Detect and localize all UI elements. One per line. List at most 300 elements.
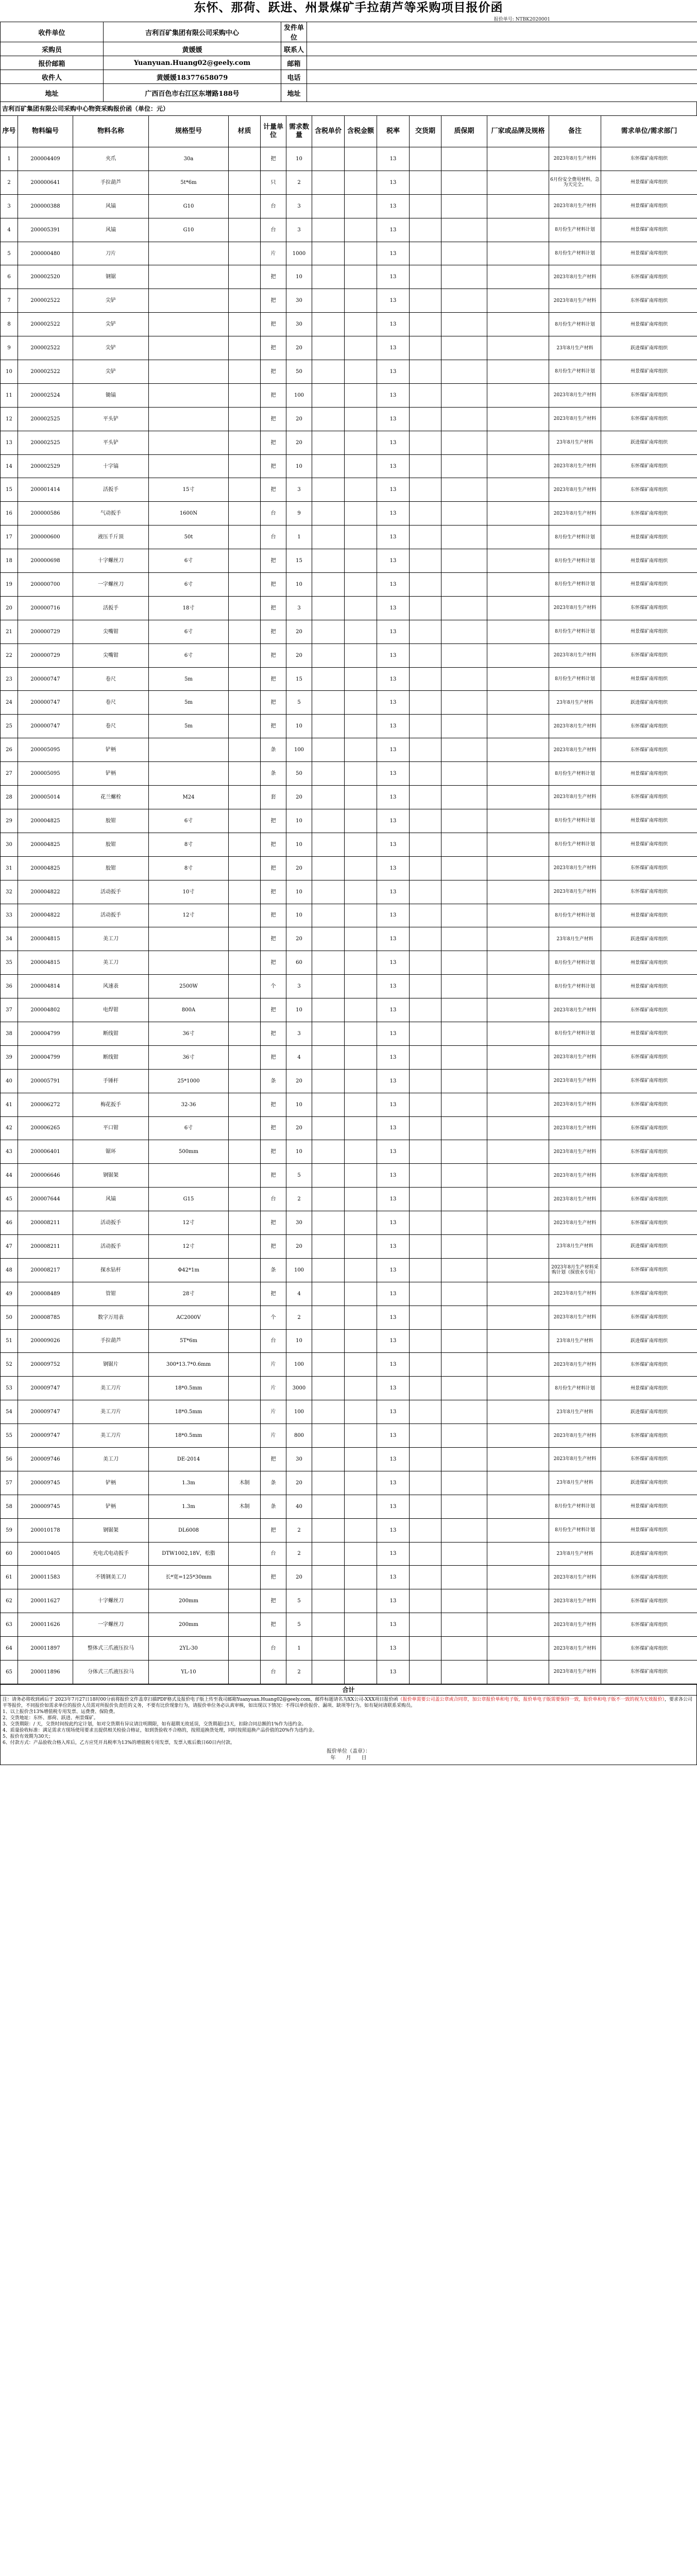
col-amount-cell[interactable]	[345, 1069, 377, 1093]
col-brand-cell[interactable]	[487, 833, 549, 856]
col-warranty-cell[interactable]	[441, 904, 487, 927]
col-warranty-cell[interactable]	[441, 1447, 487, 1471]
col-unit-price-cell[interactable]	[312, 715, 345, 738]
col-amount-cell[interactable]	[345, 809, 377, 833]
col-unit-price-cell[interactable]	[312, 171, 345, 194]
col-delivery-cell[interactable]	[410, 1542, 441, 1566]
col-amount-cell[interactable]	[345, 1116, 377, 1140]
col-amount-cell[interactable]	[345, 620, 377, 643]
col-amount-cell[interactable]	[345, 596, 377, 620]
col-amount-cell[interactable]	[345, 786, 377, 809]
col-brand-cell[interactable]	[487, 1306, 549, 1329]
col-brand-cell[interactable]	[487, 1234, 549, 1258]
col-unit-price-cell[interactable]	[312, 620, 345, 643]
col-amount-cell[interactable]	[345, 478, 377, 502]
col-unit-price-cell[interactable]	[312, 1258, 345, 1282]
col-warranty-cell[interactable]	[441, 147, 487, 171]
col-brand-cell[interactable]	[487, 975, 549, 998]
col-amount-cell[interactable]	[345, 194, 377, 218]
col-warranty-cell[interactable]	[441, 1211, 487, 1235]
col-brand-cell[interactable]	[487, 1400, 549, 1424]
col-brand-cell[interactable]	[487, 738, 549, 762]
col-warranty-cell[interactable]	[441, 1400, 487, 1424]
col-delivery-cell[interactable]	[410, 691, 441, 715]
col-delivery-cell[interactable]	[410, 1329, 441, 1353]
col-warranty-cell[interactable]	[441, 1140, 487, 1164]
mail-value[interactable]	[307, 56, 697, 70]
col-delivery-cell[interactable]	[410, 1211, 441, 1235]
col-amount-cell[interactable]	[345, 147, 377, 171]
col-warranty-cell[interactable]	[441, 573, 487, 597]
col-delivery-cell[interactable]	[410, 1022, 441, 1045]
col-delivery-cell[interactable]	[410, 1518, 441, 1542]
col-unit-price-cell[interactable]	[312, 975, 345, 998]
col-brand-cell[interactable]	[487, 1660, 549, 1684]
col-brand-cell[interactable]	[487, 998, 549, 1022]
col-unit-price-cell[interactable]	[312, 478, 345, 502]
col-delivery-cell[interactable]	[410, 1045, 441, 1069]
col-delivery-cell[interactable]	[410, 1637, 441, 1660]
col-amount-cell[interactable]	[345, 975, 377, 998]
col-warranty-cell[interactable]	[441, 1306, 487, 1329]
col-unit-price-cell[interactable]	[312, 407, 345, 431]
col-brand-cell[interactable]	[487, 1424, 549, 1448]
col-unit-price-cell[interactable]	[312, 1518, 345, 1542]
col-delivery-cell[interactable]	[410, 1164, 441, 1188]
col-unit-price-cell[interactable]	[312, 643, 345, 667]
col-unit-price-cell[interactable]	[312, 1613, 345, 1637]
col-amount-cell[interactable]	[345, 1566, 377, 1589]
col-brand-cell[interactable]	[487, 1447, 549, 1471]
col-unit-price-cell[interactable]	[312, 809, 345, 833]
col-warranty-cell[interactable]	[441, 336, 487, 360]
col-delivery-cell[interactable]	[410, 502, 441, 526]
col-amount-cell[interactable]	[345, 1377, 377, 1400]
col-brand-cell[interactable]	[487, 383, 549, 407]
col-unit-price-cell[interactable]	[312, 998, 345, 1022]
col-warranty-cell[interactable]	[441, 1471, 487, 1495]
col-delivery-cell[interactable]	[410, 1069, 441, 1093]
col-unit-price-cell[interactable]	[312, 1069, 345, 1093]
col-delivery-cell[interactable]	[410, 1589, 441, 1613]
phone-value[interactable]	[307, 70, 697, 84]
col-unit-price-cell[interactable]	[312, 1093, 345, 1116]
col-warranty-cell[interactable]	[441, 1353, 487, 1377]
col-amount-cell[interactable]	[345, 1447, 377, 1471]
col-brand-cell[interactable]	[487, 336, 549, 360]
col-unit-price-cell[interactable]	[312, 1022, 345, 1045]
col-amount-cell[interactable]	[345, 289, 377, 313]
col-warranty-cell[interactable]	[441, 383, 487, 407]
col-amount-cell[interactable]	[345, 1234, 377, 1258]
col-brand-cell[interactable]	[487, 786, 549, 809]
col-warranty-cell[interactable]	[441, 975, 487, 998]
col-amount-cell[interactable]	[345, 998, 377, 1022]
col-delivery-cell[interactable]	[410, 289, 441, 313]
col-warranty-cell[interactable]	[441, 762, 487, 786]
col-warranty-cell[interactable]	[441, 1282, 487, 1306]
col-brand-cell[interactable]	[487, 1258, 549, 1282]
col-brand-cell[interactable]	[487, 1613, 549, 1637]
col-warranty-cell[interactable]	[441, 1234, 487, 1258]
col-unit-price-cell[interactable]	[312, 1637, 345, 1660]
col-warranty-cell[interactable]	[441, 194, 487, 218]
col-unit-price-cell[interactable]	[312, 951, 345, 975]
col-amount-cell[interactable]	[345, 1282, 377, 1306]
col-delivery-cell[interactable]	[410, 478, 441, 502]
col-warranty-cell[interactable]	[441, 833, 487, 856]
col-delivery-cell[interactable]	[410, 1306, 441, 1329]
col-delivery-cell[interactable]	[410, 1495, 441, 1518]
col-warranty-cell[interactable]	[441, 265, 487, 289]
col-brand-cell[interactable]	[487, 1377, 549, 1400]
col-brand-cell[interactable]	[487, 880, 549, 904]
col-unit-price-cell[interactable]	[312, 313, 345, 336]
col-delivery-cell[interactable]	[410, 667, 441, 691]
col-amount-cell[interactable]	[345, 218, 377, 242]
col-delivery-cell[interactable]	[410, 715, 441, 738]
col-warranty-cell[interactable]	[441, 667, 487, 691]
col-amount-cell[interactable]	[345, 1211, 377, 1235]
col-unit-price-cell[interactable]	[312, 904, 345, 927]
col-unit-price-cell[interactable]	[312, 1045, 345, 1069]
col-brand-cell[interactable]	[487, 242, 549, 265]
col-amount-cell[interactable]	[345, 265, 377, 289]
col-brand-cell[interactable]	[487, 762, 549, 786]
col-warranty-cell[interactable]	[441, 1258, 487, 1282]
col-unit-price-cell[interactable]	[312, 1424, 345, 1448]
col-brand-cell[interactable]	[487, 1495, 549, 1518]
col-delivery-cell[interactable]	[410, 573, 441, 597]
col-unit-price-cell[interactable]	[312, 596, 345, 620]
col-brand-cell[interactable]	[487, 1045, 549, 1069]
col-amount-cell[interactable]	[345, 904, 377, 927]
col-brand-cell[interactable]	[487, 951, 549, 975]
send-unit-value[interactable]	[307, 22, 697, 42]
col-delivery-cell[interactable]	[410, 786, 441, 809]
col-brand-cell[interactable]	[487, 596, 549, 620]
col-delivery-cell[interactable]	[410, 407, 441, 431]
col-unit-price-cell[interactable]	[312, 927, 345, 951]
col-amount-cell[interactable]	[345, 1518, 377, 1542]
col-delivery-cell[interactable]	[410, 265, 441, 289]
col-brand-cell[interactable]	[487, 218, 549, 242]
col-amount-cell[interactable]	[345, 1353, 377, 1377]
col-amount-cell[interactable]	[345, 762, 377, 786]
col-brand-cell[interactable]	[487, 431, 549, 454]
col-amount-cell[interactable]	[345, 1542, 377, 1566]
col-warranty-cell[interactable]	[441, 738, 487, 762]
col-warranty-cell[interactable]	[441, 715, 487, 738]
col-unit-price-cell[interactable]	[312, 1542, 345, 1566]
col-warranty-cell[interactable]	[441, 1542, 487, 1566]
col-delivery-cell[interactable]	[410, 856, 441, 880]
col-unit-price-cell[interactable]	[312, 856, 345, 880]
col-amount-cell[interactable]	[345, 383, 377, 407]
email-value[interactable]: Yuanyuan.Huang02@geely.com	[104, 56, 281, 70]
col-amount-cell[interactable]	[345, 691, 377, 715]
col-delivery-cell[interactable]	[410, 1234, 441, 1258]
col-amount-cell[interactable]	[345, 1637, 377, 1660]
col-amount-cell[interactable]	[345, 643, 377, 667]
col-amount-cell[interactable]	[345, 927, 377, 951]
col-warranty-cell[interactable]	[441, 691, 487, 715]
col-brand-cell[interactable]	[487, 549, 549, 573]
col-warranty-cell[interactable]	[441, 856, 487, 880]
col-delivery-cell[interactable]	[410, 998, 441, 1022]
col-warranty-cell[interactable]	[441, 1495, 487, 1518]
col-brand-cell[interactable]	[487, 1022, 549, 1045]
col-unit-price-cell[interactable]	[312, 147, 345, 171]
col-warranty-cell[interactable]	[441, 1164, 487, 1188]
col-brand-cell[interactable]	[487, 360, 549, 384]
col-warranty-cell[interactable]	[441, 927, 487, 951]
col-warranty-cell[interactable]	[441, 1377, 487, 1400]
col-amount-cell[interactable]	[345, 667, 377, 691]
col-amount-cell[interactable]	[345, 1164, 377, 1188]
col-warranty-cell[interactable]	[441, 643, 487, 667]
col-delivery-cell[interactable]	[410, 1447, 441, 1471]
col-unit-price-cell[interactable]	[312, 242, 345, 265]
col-unit-price-cell[interactable]	[312, 1471, 345, 1495]
col-delivery-cell[interactable]	[410, 194, 441, 218]
col-unit-price-cell[interactable]	[312, 573, 345, 597]
col-delivery-cell[interactable]	[410, 549, 441, 573]
col-unit-price-cell[interactable]	[312, 1282, 345, 1306]
col-unit-price-cell[interactable]	[312, 833, 345, 856]
col-warranty-cell[interactable]	[441, 171, 487, 194]
col-unit-price-cell[interactable]	[312, 1660, 345, 1684]
col-unit-price-cell[interactable]	[312, 549, 345, 573]
col-brand-cell[interactable]	[487, 927, 549, 951]
col-brand-cell[interactable]	[487, 289, 549, 313]
col-warranty-cell[interactable]	[441, 620, 487, 643]
col-delivery-cell[interactable]	[410, 643, 441, 667]
col-warranty-cell[interactable]	[441, 454, 487, 478]
col-brand-cell[interactable]	[487, 643, 549, 667]
col-brand-cell[interactable]	[487, 667, 549, 691]
col-amount-cell[interactable]	[345, 1424, 377, 1448]
col-brand-cell[interactable]	[487, 715, 549, 738]
col-delivery-cell[interactable]	[410, 526, 441, 549]
col-warranty-cell[interactable]	[441, 478, 487, 502]
col-amount-cell[interactable]	[345, 951, 377, 975]
col-brand-cell[interactable]	[487, 147, 549, 171]
col-amount-cell[interactable]	[345, 880, 377, 904]
col-amount-cell[interactable]	[345, 1045, 377, 1069]
col-brand-cell[interactable]	[487, 1566, 549, 1589]
col-amount-cell[interactable]	[345, 738, 377, 762]
col-warranty-cell[interactable]	[441, 1022, 487, 1045]
col-delivery-cell[interactable]	[410, 975, 441, 998]
col-delivery-cell[interactable]	[410, 1353, 441, 1377]
col-delivery-cell[interactable]	[410, 1188, 441, 1211]
col-brand-cell[interactable]	[487, 1093, 549, 1116]
col-delivery-cell[interactable]	[410, 596, 441, 620]
col-delivery-cell[interactable]	[410, 1566, 441, 1589]
col-warranty-cell[interactable]	[441, 786, 487, 809]
col-brand-cell[interactable]	[487, 454, 549, 478]
col-brand-cell[interactable]	[487, 407, 549, 431]
col-amount-cell[interactable]	[345, 1258, 377, 1282]
col-delivery-cell[interactable]	[410, 1282, 441, 1306]
col-unit-price-cell[interactable]	[312, 194, 345, 218]
col-brand-cell[interactable]	[487, 1518, 549, 1542]
col-brand-cell[interactable]	[487, 856, 549, 880]
col-brand-cell[interactable]	[487, 502, 549, 526]
addr2-value[interactable]	[307, 84, 697, 102]
col-delivery-cell[interactable]	[410, 833, 441, 856]
col-delivery-cell[interactable]	[410, 1660, 441, 1684]
col-warranty-cell[interactable]	[441, 1093, 487, 1116]
col-unit-price-cell[interactable]	[312, 1566, 345, 1589]
col-delivery-cell[interactable]	[410, 880, 441, 904]
col-amount-cell[interactable]	[345, 313, 377, 336]
col-unit-price-cell[interactable]	[312, 336, 345, 360]
col-delivery-cell[interactable]	[410, 1471, 441, 1495]
col-brand-cell[interactable]	[487, 1329, 549, 1353]
col-delivery-cell[interactable]	[410, 620, 441, 643]
col-amount-cell[interactable]	[345, 242, 377, 265]
col-warranty-cell[interactable]	[441, 549, 487, 573]
col-amount-cell[interactable]	[345, 336, 377, 360]
col-amount-cell[interactable]	[345, 360, 377, 384]
col-amount-cell[interactable]	[345, 1589, 377, 1613]
col-brand-cell[interactable]	[487, 1589, 549, 1613]
col-delivery-cell[interactable]	[410, 454, 441, 478]
col-warranty-cell[interactable]	[441, 1069, 487, 1093]
col-warranty-cell[interactable]	[441, 1589, 487, 1613]
col-amount-cell[interactable]	[345, 454, 377, 478]
col-warranty-cell[interactable]	[441, 880, 487, 904]
col-amount-cell[interactable]	[345, 526, 377, 549]
col-delivery-cell[interactable]	[410, 1116, 441, 1140]
col-brand-cell[interactable]	[487, 1211, 549, 1235]
col-delivery-cell[interactable]	[410, 1377, 441, 1400]
col-warranty-cell[interactable]	[441, 1613, 487, 1637]
col-brand-cell[interactable]	[487, 194, 549, 218]
col-brand-cell[interactable]	[487, 1069, 549, 1093]
col-brand-cell[interactable]	[487, 1637, 549, 1660]
col-brand-cell[interactable]	[487, 1140, 549, 1164]
col-unit-price-cell[interactable]	[312, 265, 345, 289]
contact-value[interactable]	[307, 42, 697, 56]
col-unit-price-cell[interactable]	[312, 880, 345, 904]
col-delivery-cell[interactable]	[410, 762, 441, 786]
col-unit-price-cell[interactable]	[312, 738, 345, 762]
col-warranty-cell[interactable]	[441, 809, 487, 833]
col-unit-price-cell[interactable]	[312, 526, 345, 549]
col-unit-price-cell[interactable]	[312, 383, 345, 407]
col-amount-cell[interactable]	[345, 1188, 377, 1211]
col-unit-price-cell[interactable]	[312, 1140, 345, 1164]
col-amount-cell[interactable]	[345, 1140, 377, 1164]
col-brand-cell[interactable]	[487, 1282, 549, 1306]
col-warranty-cell[interactable]	[441, 1045, 487, 1069]
col-brand-cell[interactable]	[487, 1188, 549, 1211]
col-unit-price-cell[interactable]	[312, 1188, 345, 1211]
col-brand-cell[interactable]	[487, 1471, 549, 1495]
col-unit-price-cell[interactable]	[312, 1329, 345, 1353]
col-amount-cell[interactable]	[345, 1306, 377, 1329]
col-brand-cell[interactable]	[487, 1116, 549, 1140]
col-brand-cell[interactable]	[487, 691, 549, 715]
col-warranty-cell[interactable]	[441, 218, 487, 242]
col-unit-price-cell[interactable]	[312, 786, 345, 809]
col-warranty-cell[interactable]	[441, 998, 487, 1022]
col-warranty-cell[interactable]	[441, 313, 487, 336]
col-amount-cell[interactable]	[345, 171, 377, 194]
col-unit-price-cell[interactable]	[312, 289, 345, 313]
col-amount-cell[interactable]	[345, 1495, 377, 1518]
col-delivery-cell[interactable]	[410, 951, 441, 975]
col-delivery-cell[interactable]	[410, 1258, 441, 1282]
col-warranty-cell[interactable]	[441, 1424, 487, 1448]
col-delivery-cell[interactable]	[410, 1093, 441, 1116]
col-unit-price-cell[interactable]	[312, 1116, 345, 1140]
col-unit-price-cell[interactable]	[312, 1447, 345, 1471]
col-brand-cell[interactable]	[487, 809, 549, 833]
col-unit-price-cell[interactable]	[312, 502, 345, 526]
col-warranty-cell[interactable]	[441, 951, 487, 975]
col-unit-price-cell[interactable]	[312, 431, 345, 454]
col-warranty-cell[interactable]	[441, 1116, 487, 1140]
col-warranty-cell[interactable]	[441, 596, 487, 620]
col-delivery-cell[interactable]	[410, 431, 441, 454]
col-delivery-cell[interactable]	[410, 171, 441, 194]
col-brand-cell[interactable]	[487, 526, 549, 549]
col-delivery-cell[interactable]	[410, 218, 441, 242]
col-warranty-cell[interactable]	[441, 242, 487, 265]
col-delivery-cell[interactable]	[410, 336, 441, 360]
col-unit-price-cell[interactable]	[312, 1234, 345, 1258]
col-amount-cell[interactable]	[345, 502, 377, 526]
col-warranty-cell[interactable]	[441, 1188, 487, 1211]
col-unit-price-cell[interactable]	[312, 360, 345, 384]
col-unit-price-cell[interactable]	[312, 218, 345, 242]
col-warranty-cell[interactable]	[441, 360, 487, 384]
col-delivery-cell[interactable]	[410, 383, 441, 407]
col-delivery-cell[interactable]	[410, 904, 441, 927]
col-amount-cell[interactable]	[345, 1329, 377, 1353]
col-warranty-cell[interactable]	[441, 1566, 487, 1589]
col-unit-price-cell[interactable]	[312, 1589, 345, 1613]
col-delivery-cell[interactable]	[410, 1400, 441, 1424]
col-brand-cell[interactable]	[487, 313, 549, 336]
col-delivery-cell[interactable]	[410, 147, 441, 171]
col-warranty-cell[interactable]	[441, 407, 487, 431]
col-amount-cell[interactable]	[345, 1093, 377, 1116]
col-delivery-cell[interactable]	[410, 242, 441, 265]
col-warranty-cell[interactable]	[441, 289, 487, 313]
col-warranty-cell[interactable]	[441, 1518, 487, 1542]
col-brand-cell[interactable]	[487, 171, 549, 194]
col-delivery-cell[interactable]	[410, 809, 441, 833]
col-amount-cell[interactable]	[345, 1660, 377, 1684]
col-delivery-cell[interactable]	[410, 1613, 441, 1637]
col-amount-cell[interactable]	[345, 856, 377, 880]
col-amount-cell[interactable]	[345, 573, 377, 597]
col-unit-price-cell[interactable]	[312, 762, 345, 786]
col-amount-cell[interactable]	[345, 715, 377, 738]
col-brand-cell[interactable]	[487, 478, 549, 502]
col-unit-price-cell[interactable]	[312, 1211, 345, 1235]
col-delivery-cell[interactable]	[410, 1424, 441, 1448]
col-amount-cell[interactable]	[345, 407, 377, 431]
col-amount-cell[interactable]	[345, 431, 377, 454]
col-warranty-cell[interactable]	[441, 1637, 487, 1660]
col-unit-price-cell[interactable]	[312, 667, 345, 691]
